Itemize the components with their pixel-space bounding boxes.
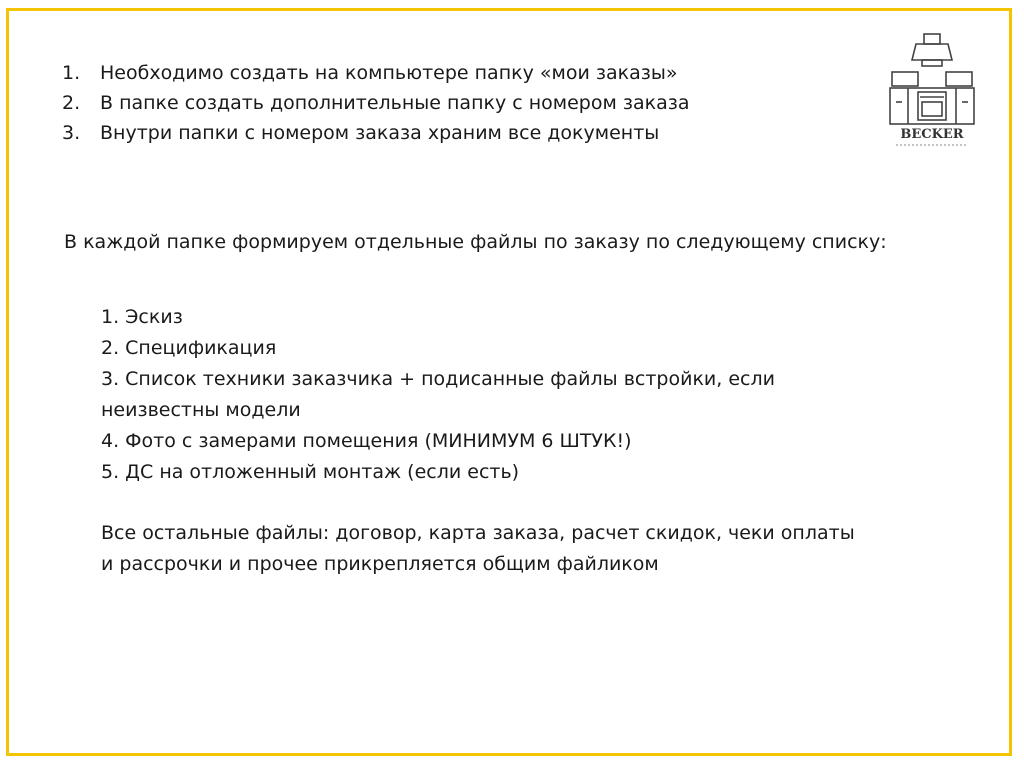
list-item: 3. Внутри папки с номером заказа храним все документы [62,122,660,144]
steps-list [62,58,689,148]
svg-text:BECKER: BECKER [900,127,964,142]
list-item: 4. Фото с замерами помещения (МИНИМУМ 6 ШТУК!) [101,430,632,452]
note-text: Все остальные файлы: договор, карта заказа, расчет скидок, чеки оплаты и рассрочки и прочее прикрепляется общим файликом [101,522,855,575]
list-item: 1. Эскиз [101,306,183,328]
list-item: 2. Спецификация [101,337,277,359]
list-item: 1. Необходимо создать на компьютере папку «мои заказы» [62,62,678,84]
list-item: 2. В папке создать дополнительные папку с номером заказа [62,92,690,114]
file-list [101,302,861,488]
kitchen-icon [886,32,978,152]
intro-text: В каждой папке формируем отдельные файлы по заказу по следующему списку: [64,231,887,253]
list-item: 5. ДС на отложенный монтаж (если есть) [101,461,520,483]
becker-logo [886,32,978,152]
list-item: 3. Список техники заказчика + подисанные файлы встройки, если неизвестны модели [101,368,775,421]
